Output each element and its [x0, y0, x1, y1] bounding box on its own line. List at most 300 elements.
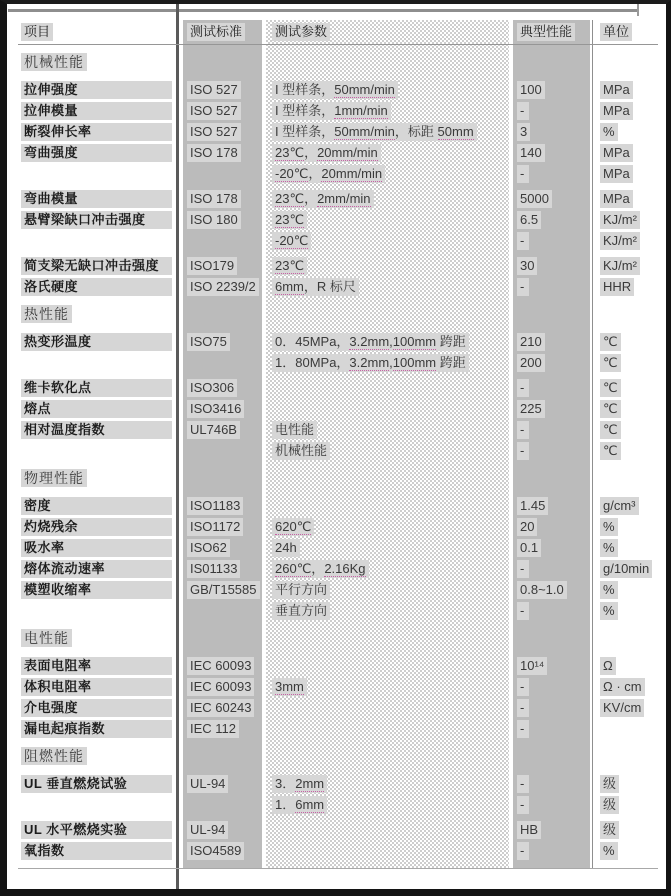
- cell-unit: [594, 276, 658, 297]
- typical-value: 10¹⁴: [517, 657, 547, 675]
- typical-value: 225: [517, 400, 545, 418]
- test-parameters: 3mm: [272, 678, 307, 696]
- test-standard: ISO 180: [187, 211, 241, 229]
- test-parameters: 6mm，R 标尺: [272, 278, 359, 296]
- test-parameters: -20℃: [272, 232, 311, 250]
- cell-value: [512, 255, 594, 276]
- cell-item: [18, 230, 183, 251]
- cell-item: [18, 697, 183, 718]
- test-parameters: 1．6mm: [272, 796, 327, 814]
- test-parameters: 23℃: [272, 211, 307, 229]
- section-label: 电性能: [21, 629, 72, 647]
- table-row: [18, 558, 658, 579]
- cell-unit: [594, 794, 658, 815]
- test-parameters: 24h: [272, 539, 300, 557]
- cell-value: [512, 676, 594, 697]
- table-row: [18, 352, 658, 373]
- cell-item: [18, 794, 183, 815]
- property-name: 吸水率: [21, 539, 172, 557]
- cell-unit: [594, 255, 658, 276]
- table-row: [18, 51, 658, 73]
- cell-item: [18, 51, 183, 73]
- cell-item: [18, 121, 183, 142]
- cell-value: [512, 537, 594, 558]
- unit: HHR: [600, 278, 634, 296]
- table-row: [18, 794, 658, 815]
- table-row: [18, 100, 658, 121]
- property-name: 氧指数: [21, 842, 172, 860]
- header-cell-value: [512, 20, 594, 44]
- test-standard: ISO 178: [187, 144, 241, 162]
- cell-standard: [183, 276, 266, 297]
- unit: MPa: [600, 190, 633, 208]
- unit: g/10min: [600, 560, 652, 578]
- typical-value: 30: [517, 257, 537, 275]
- typical-value: -: [517, 560, 529, 578]
- cell-standard: [183, 440, 266, 461]
- unit: Ω: [600, 657, 616, 675]
- cell-standard: [183, 718, 266, 739]
- test-parameters: 620℃: [272, 518, 314, 536]
- header-cell-params: [266, 20, 512, 44]
- cell-item: [18, 255, 183, 276]
- cell-item: [18, 718, 183, 739]
- cell-params: [266, 745, 512, 767]
- property-name: 漏电起痕指数: [21, 720, 172, 738]
- cell-value: [512, 558, 594, 579]
- header-cell-unit: [594, 20, 658, 44]
- header-cell-item: [18, 20, 183, 44]
- table-row: [18, 676, 658, 697]
- cell-standard: [183, 230, 266, 251]
- cell-standard: [183, 51, 266, 73]
- cell-value: [512, 627, 594, 649]
- property-name: 体积电阻率: [21, 678, 172, 696]
- test-parameters: 电性能: [272, 421, 317, 439]
- typical-value: 0.1: [517, 539, 541, 557]
- cell-unit: [594, 419, 658, 440]
- cell-standard: [183, 79, 266, 100]
- cell-item: [18, 209, 183, 230]
- cell-value: [512, 697, 594, 718]
- cell-standard: [183, 745, 266, 767]
- cell-standard: [183, 600, 266, 621]
- cell-item: [18, 579, 183, 600]
- typical-value: -: [517, 379, 529, 397]
- cell-item: [18, 516, 183, 537]
- cell-unit: [594, 163, 658, 184]
- test-standard: UL-94: [187, 821, 228, 839]
- cell-standard: [183, 121, 266, 142]
- cell-item: [18, 773, 183, 794]
- cell-unit: [594, 558, 658, 579]
- cell-params: [266, 718, 512, 739]
- cell-unit: [594, 440, 658, 461]
- unit: 级: [600, 775, 619, 793]
- cell-params: [266, 255, 512, 276]
- cell-unit: [594, 467, 658, 489]
- cell-params: [266, 516, 512, 537]
- test-parameters: 0．45MPa，3.2mm,100mm 跨距: [272, 333, 469, 351]
- cell-item: [18, 142, 183, 163]
- table-row: [18, 230, 658, 251]
- cell-params: [266, 79, 512, 100]
- property-name: 简支梁无缺口冲击强度: [21, 257, 172, 275]
- cell-params: [266, 419, 512, 440]
- cell-item: [18, 467, 183, 489]
- unit: KJ/m²: [600, 232, 640, 250]
- top-right-rule-stub: [637, 4, 639, 16]
- cell-standard: [183, 398, 266, 419]
- cell-item: [18, 495, 183, 516]
- cell-unit: [594, 121, 658, 142]
- cell-standard: [183, 163, 266, 184]
- properties-table: [18, 20, 658, 869]
- cell-unit: [594, 209, 658, 230]
- table-row: [18, 188, 658, 209]
- section-label: 阻燃性能: [21, 747, 87, 765]
- cell-value: [512, 331, 594, 352]
- test-standard: ISO3416: [187, 400, 244, 418]
- cell-value: [512, 467, 594, 489]
- test-parameters: 垂直方向: [272, 602, 330, 620]
- cell-unit: [594, 718, 658, 739]
- cell-params: [266, 773, 512, 794]
- cell-params: [266, 819, 512, 840]
- cell-value: [512, 718, 594, 739]
- test-standard: IEC 112: [187, 720, 239, 738]
- cell-standard: [183, 209, 266, 230]
- col-header-unit: 单位: [600, 23, 632, 41]
- property-name: UL 垂直燃烧试验: [21, 775, 172, 793]
- cell-unit: [594, 352, 658, 373]
- property-name: 弯曲模量: [21, 190, 172, 208]
- unit: ℃: [600, 379, 621, 397]
- section-label: 机械性能: [21, 53, 87, 71]
- cell-unit: [594, 676, 658, 697]
- cell-value: [512, 51, 594, 73]
- cell-value: [512, 352, 594, 373]
- test-standard: ISO 178: [187, 190, 241, 208]
- test-standard: ISO1172: [187, 518, 243, 536]
- cell-standard: [183, 676, 266, 697]
- table-row: [18, 718, 658, 739]
- unit: KV/cm: [600, 699, 644, 717]
- col-header-params: 测试参数: [272, 23, 330, 41]
- typical-value: -: [517, 678, 529, 696]
- cell-unit: [594, 579, 658, 600]
- property-name: 洛氏硬度: [21, 278, 172, 296]
- property-name: 熔体流动速率: [21, 560, 172, 578]
- test-parameters: 23℃: [272, 257, 307, 275]
- unit: MPa: [600, 144, 633, 162]
- table-row: [18, 440, 658, 461]
- cell-params: [266, 209, 512, 230]
- cell-unit: [594, 495, 658, 516]
- cell-standard: [183, 331, 266, 352]
- unit: ℃: [600, 354, 621, 372]
- cell-value: [512, 276, 594, 297]
- property-name: 灼烧残余: [21, 518, 172, 536]
- cell-value: [512, 495, 594, 516]
- cell-standard: [183, 419, 266, 440]
- test-parameters: 3．2mm: [272, 775, 327, 793]
- cell-value: [512, 745, 594, 767]
- top-horizontal-rule: [8, 9, 637, 12]
- cell-unit: [594, 303, 658, 325]
- cell-params: [266, 51, 512, 73]
- cell-standard: [183, 840, 266, 861]
- typical-value: -: [517, 165, 529, 183]
- cell-item: [18, 352, 183, 373]
- test-parameters: 机械性能: [272, 442, 330, 460]
- test-standard: ISO1183: [187, 497, 243, 515]
- cell-value: [512, 398, 594, 419]
- cell-item: [18, 79, 183, 100]
- table-row: [18, 745, 658, 767]
- cell-standard: [183, 467, 266, 489]
- cell-value: [512, 516, 594, 537]
- property-name: UL 水平燃烧实验: [21, 821, 172, 839]
- typical-value: -: [517, 102, 529, 120]
- test-standard: GB/T15585: [187, 581, 260, 599]
- table-row: [18, 600, 658, 621]
- cell-value: [512, 655, 594, 676]
- cell-item: [18, 398, 183, 419]
- cell-item: [18, 558, 183, 579]
- test-standard: ISO75: [187, 333, 230, 351]
- cell-unit: [594, 745, 658, 767]
- cell-item: [18, 537, 183, 558]
- table-row: [18, 121, 658, 142]
- unit: %: [600, 842, 618, 860]
- unit: MPa: [600, 102, 633, 120]
- table-row: [18, 331, 658, 352]
- cell-value: [512, 773, 594, 794]
- cell-value: [512, 819, 594, 840]
- property-name: 弯曲强度: [21, 144, 172, 162]
- cell-unit: [594, 100, 658, 121]
- property-name: 模塑收缩率: [21, 581, 172, 599]
- cell-unit: [594, 377, 658, 398]
- cell-params: [266, 467, 512, 489]
- cell-params: [266, 495, 512, 516]
- cell-unit: [594, 697, 658, 718]
- cell-item: [18, 419, 183, 440]
- table-row: [18, 627, 658, 649]
- cell-standard: [183, 516, 266, 537]
- cell-params: [266, 377, 512, 398]
- table-row: [18, 655, 658, 676]
- property-name: 悬臂梁缺口冲击强度: [21, 211, 172, 229]
- property-name: 拉伸模量: [21, 102, 172, 120]
- test-parameters: -20℃，20mm/min: [272, 165, 385, 183]
- cell-params: [266, 697, 512, 718]
- cell-standard: [183, 188, 266, 209]
- test-standard: ISO 527: [187, 81, 241, 99]
- cell-item: [18, 840, 183, 861]
- cell-item: [18, 188, 183, 209]
- cell-item: [18, 627, 183, 649]
- cell-params: [266, 655, 512, 676]
- typical-value: -: [517, 720, 529, 738]
- section-label: 热性能: [21, 305, 72, 323]
- cell-item: [18, 440, 183, 461]
- cell-standard: [183, 655, 266, 676]
- cell-unit: [594, 188, 658, 209]
- table-row: [18, 142, 658, 163]
- table-row: [18, 377, 658, 398]
- cell-params: [266, 398, 512, 419]
- cell-item: [18, 819, 183, 840]
- typical-value: 100: [517, 81, 545, 99]
- test-standard: IEC 60093: [187, 678, 254, 696]
- table-row: [18, 819, 658, 840]
- unit: KJ/m²: [600, 257, 640, 275]
- table-row: [18, 303, 658, 325]
- typical-value: -: [517, 602, 529, 620]
- property-name: 相对温度指数: [21, 421, 172, 439]
- typical-value: 200: [517, 354, 545, 372]
- cell-unit: [594, 655, 658, 676]
- typical-value: -: [517, 842, 529, 860]
- cell-unit: [594, 51, 658, 73]
- property-name: 表面电阻率: [21, 657, 172, 675]
- unit: %: [600, 602, 618, 620]
- table-row: [18, 398, 658, 419]
- unit: Ω · cm: [600, 678, 645, 696]
- cell-item: [18, 100, 183, 121]
- unit: MPa: [600, 165, 633, 183]
- cell-params: [266, 303, 512, 325]
- cell-standard: [183, 794, 266, 815]
- cell-params: [266, 840, 512, 861]
- test-parameters: I 型样条，50mm/min，标距 50mm: [272, 123, 477, 141]
- cell-value: [512, 579, 594, 600]
- cell-standard: [183, 627, 266, 649]
- table-row: [18, 697, 658, 718]
- cell-item: [18, 600, 183, 621]
- cell-standard: [183, 773, 266, 794]
- cell-unit: [594, 230, 658, 251]
- cell-value: [512, 303, 594, 325]
- cell-value: [512, 794, 594, 815]
- typical-value: 210: [517, 333, 545, 351]
- cell-item: [18, 655, 183, 676]
- property-name: 介电强度: [21, 699, 172, 717]
- unit: g/cm³: [600, 497, 639, 515]
- cell-unit: [594, 142, 658, 163]
- cell-params: [266, 331, 512, 352]
- property-name: 热变形温度: [21, 333, 172, 351]
- typical-value: 140: [517, 144, 545, 162]
- unit: %: [600, 518, 618, 536]
- cell-value: [512, 163, 594, 184]
- cell-params: [266, 627, 512, 649]
- unit: ℃: [600, 333, 621, 351]
- test-parameters: I 型样条，50mm/min: [272, 81, 398, 99]
- cell-item: [18, 163, 183, 184]
- table-row: [18, 419, 658, 440]
- cell-standard: [183, 142, 266, 163]
- cell-value: [512, 100, 594, 121]
- header-cell-standard: [183, 20, 266, 44]
- unit: ℃: [600, 400, 621, 418]
- cell-value: [512, 377, 594, 398]
- cell-standard: [183, 558, 266, 579]
- cell-value: [512, 230, 594, 251]
- unit: ℃: [600, 442, 621, 460]
- test-standard: IS01133: [187, 560, 240, 578]
- test-standard: IEC 60093: [187, 657, 254, 675]
- test-parameters: I 型样条，1mm/min: [272, 102, 391, 120]
- unit: KJ/m²: [600, 211, 640, 229]
- cell-params: [266, 188, 512, 209]
- table-header-row: [18, 20, 658, 45]
- cell-value: [512, 600, 594, 621]
- section-label: 物理性能: [21, 469, 87, 487]
- test-standard: ISO 527: [187, 123, 241, 141]
- cell-value: [512, 188, 594, 209]
- cell-unit: [594, 773, 658, 794]
- typical-value: 6.5: [517, 211, 541, 229]
- typical-value: 5000: [517, 190, 552, 208]
- unit: 级: [600, 796, 619, 814]
- test-standard: ISO179: [187, 257, 237, 275]
- test-standard: ISO62: [187, 539, 230, 557]
- table-row: [18, 495, 658, 516]
- cell-item: [18, 303, 183, 325]
- typical-value: 1.45: [517, 497, 548, 515]
- cell-params: [266, 537, 512, 558]
- cell-item: [18, 331, 183, 352]
- cell-unit: [594, 627, 658, 649]
- cell-item: [18, 745, 183, 767]
- typical-value: 3: [517, 123, 530, 141]
- cell-value: [512, 419, 594, 440]
- table-row: [18, 255, 658, 276]
- cell-unit: [594, 79, 658, 100]
- table-row: [18, 467, 658, 489]
- cell-item: [18, 377, 183, 398]
- cell-params: [266, 276, 512, 297]
- cell-params: [266, 121, 512, 142]
- cell-unit: [594, 537, 658, 558]
- test-parameters: 260℃，2.16Kg: [272, 560, 369, 578]
- cell-unit: [594, 819, 658, 840]
- col-header-value: 典型性能: [517, 23, 575, 41]
- property-name: 断裂伸长率: [21, 123, 172, 141]
- typical-value: 0.8~1.0: [517, 581, 567, 599]
- cell-value: [512, 121, 594, 142]
- cell-standard: [183, 495, 266, 516]
- test-standard: ISO306: [187, 379, 237, 397]
- cell-standard: [183, 352, 266, 373]
- cell-standard: [183, 100, 266, 121]
- unit: MPa: [600, 81, 633, 99]
- cell-unit: [594, 398, 658, 419]
- test-standard: UL-94: [187, 775, 228, 793]
- table-row: [18, 79, 658, 100]
- unit: 级: [600, 821, 619, 839]
- typical-value: -: [517, 421, 529, 439]
- cell-item: [18, 676, 183, 697]
- property-name: 密度: [21, 497, 172, 515]
- cell-value: [512, 209, 594, 230]
- cell-params: [266, 142, 512, 163]
- test-standard: ISO 527: [187, 102, 241, 120]
- cell-params: [266, 352, 512, 373]
